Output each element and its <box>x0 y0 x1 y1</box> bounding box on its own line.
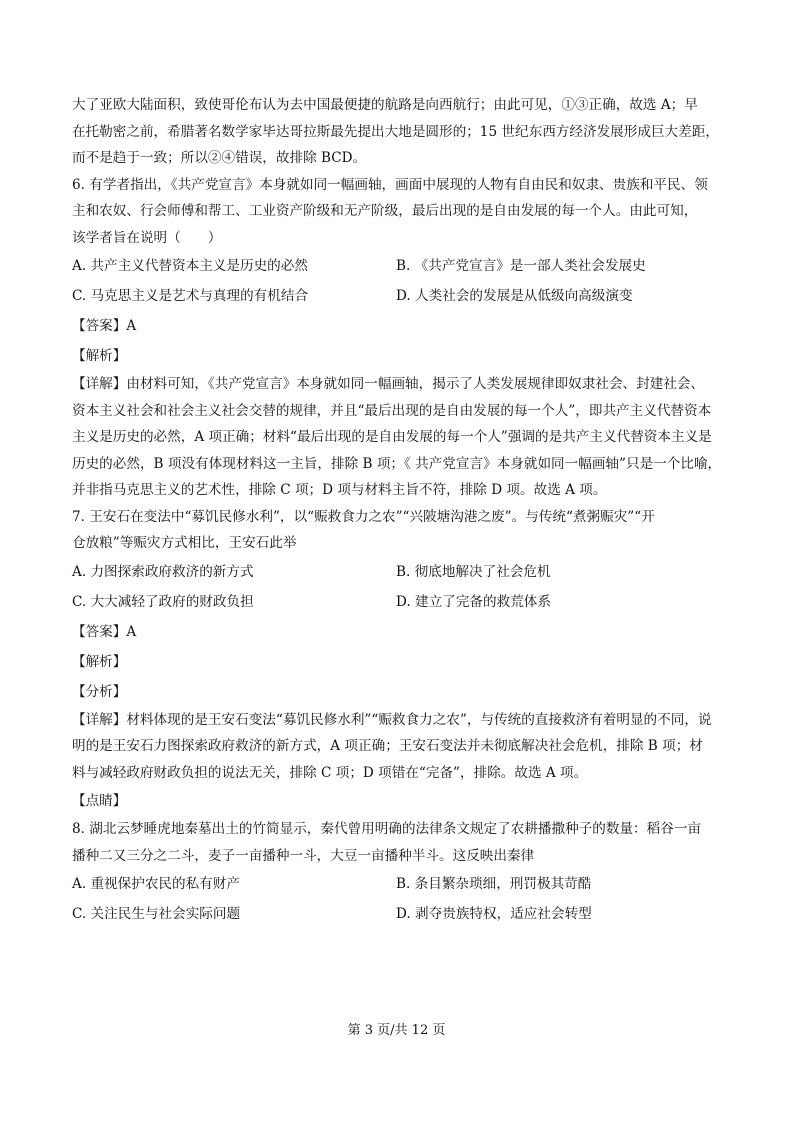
question-stem-line: 7. 王安石在变法中“募饥民修水利”，以“赈救食力之农”“兴陂塘沟港之废”。与传统“煮粥赈灾”“开 <box>72 508 655 525</box>
option-d: D. 人类社会的发展是从低级向高级演变 <box>396 288 633 304</box>
question-stem-line: 该学者旨在说明（ ） <box>72 229 222 246</box>
answer-label: 【答案】A <box>72 318 137 334</box>
option-b: B. 《共产党宣言》是一部人类社会发展史 <box>396 258 646 274</box>
intro-paragraph <box>72 92 728 172</box>
page-number-footer: 第 3 页/共 12 页 <box>347 1023 446 1038</box>
option-a: A. 共产主义代替资本主义是历史的必然 <box>72 258 308 274</box>
option-d: D. 剥夺贵族特权，适应社会转型 <box>396 906 592 922</box>
option-a: A. 力图探索政府救济的新方式 <box>72 563 254 580</box>
text-line: 而不是趋于一致；所以②④错误，故排除 BCD。 <box>72 150 367 166</box>
option-row <box>72 251 728 281</box>
fenxi-label: 【分析】 <box>72 683 127 700</box>
option-row <box>72 869 728 899</box>
detail-line: 资本主义社会和社会主义社会交替的规律，并且“最后出现的是自由发展的每一个人”，即共产主义代替资本 <box>72 402 712 419</box>
detail-line: 并非指马克思主义的艺术性，排除 C 项；D 项与材料主旨不符，排除 D 项。故选 A 项。 <box>72 482 607 498</box>
option-b: B. 彻底地解决了社会危机 <box>396 563 551 580</box>
option-c: C. 大大减轻了政府的财政负担 <box>72 593 254 610</box>
detail-line: 明的是王安石力图探索政府救济的新方式，A 项正确；王安石变法并未彻底解决社会危机，排除 B 项；材 <box>72 738 703 754</box>
option-row <box>72 899 728 929</box>
option-d: D. 建立了完备的救荒体系 <box>396 593 551 610</box>
question-stem-line: 8. 湖北云梦睡虎地秦墓出土的竹简显示，秦代曾用明确的法律条文规定了农耕播撒种子的数量：稻谷一亩 <box>72 821 702 837</box>
detail-line: 料与减轻政府财政负担的说法无关，排除 C 项；D 项错在“完备”，排除。故选 A 项。 <box>72 764 588 781</box>
document-page <box>72 92 728 929</box>
question-7 <box>72 504 728 817</box>
option-row <box>72 281 728 311</box>
text-line: 在托勒密之前，希腊著名数学家毕达哥拉斯最先提出大地是圆形的；15 世纪东西方经济发展形成巨大差距， <box>72 123 719 140</box>
option-c: C. 关注民生与社会实际问题 <box>72 906 241 922</box>
analysis-label: 【解析】 <box>72 348 127 364</box>
option-c: C. 马克思主义是艺术与真理的有机结合 <box>72 288 309 304</box>
question-8 <box>72 816 728 929</box>
detail-line: 历史的必然，B 项没有体现材料这一主旨，排除 B 项；《 共产党宣言》本身就如同一幅画轴”只是一个比喻， <box>72 455 722 472</box>
text-line: 大了亚欧大陆面积，致使哥伦布认为去中国最便捷的航路是向西航行；由此可见，①③正确，故选 A；早 <box>72 97 698 113</box>
question-6 <box>72 172 728 504</box>
question-stem-line: 播种二又三分之二斗，麦子一亩播种一斗，大豆一亩播种半斗。这反映出秦律 <box>72 847 535 864</box>
option-b: B. 条目繁杂琐细，刑罚极其苛酷 <box>396 876 592 892</box>
detail-line: 主义是历史的必然，A 项正确；材料“最后出现的是自由发展的每一个人”强调的是共产主义代替资本主义是 <box>72 429 712 445</box>
question-stem-line: 主和农奴、行会师傅和帮工、工业资产阶级和无产阶级，最后出现的是自由发展的每一个人。由此可知， <box>72 203 698 219</box>
question-stem-line: 6. 有学者指出，《共产党宣言》本身就如同一幅画轴，画面中展现的人物有自由民和奴隶、贵族和平民、领 <box>72 176 708 193</box>
dianjing-label: 【点睛】 <box>72 793 127 809</box>
option-a: A. 重视保护农民的私有财产 <box>72 876 240 892</box>
detail-line: 【详解】由材料可知，《共产党宣言》本身就如同一幅画轴，揭示了人类发展规律即奴隶社会、封建社会、 <box>72 376 705 392</box>
detail-line: 【详解】材料体现的是王安石变法“募饥民修水利”“赈救食力之农”，与传统的直接救济有着明显的不同，说 <box>72 711 712 728</box>
option-row <box>72 557 728 587</box>
option-row <box>72 587 728 617</box>
question-stem-line: 仓放粮”等赈灾方式相比，王安石此举 <box>72 535 297 551</box>
analysis-label: 【解析】 <box>72 653 127 670</box>
answer-label: 【答案】A <box>72 623 137 640</box>
